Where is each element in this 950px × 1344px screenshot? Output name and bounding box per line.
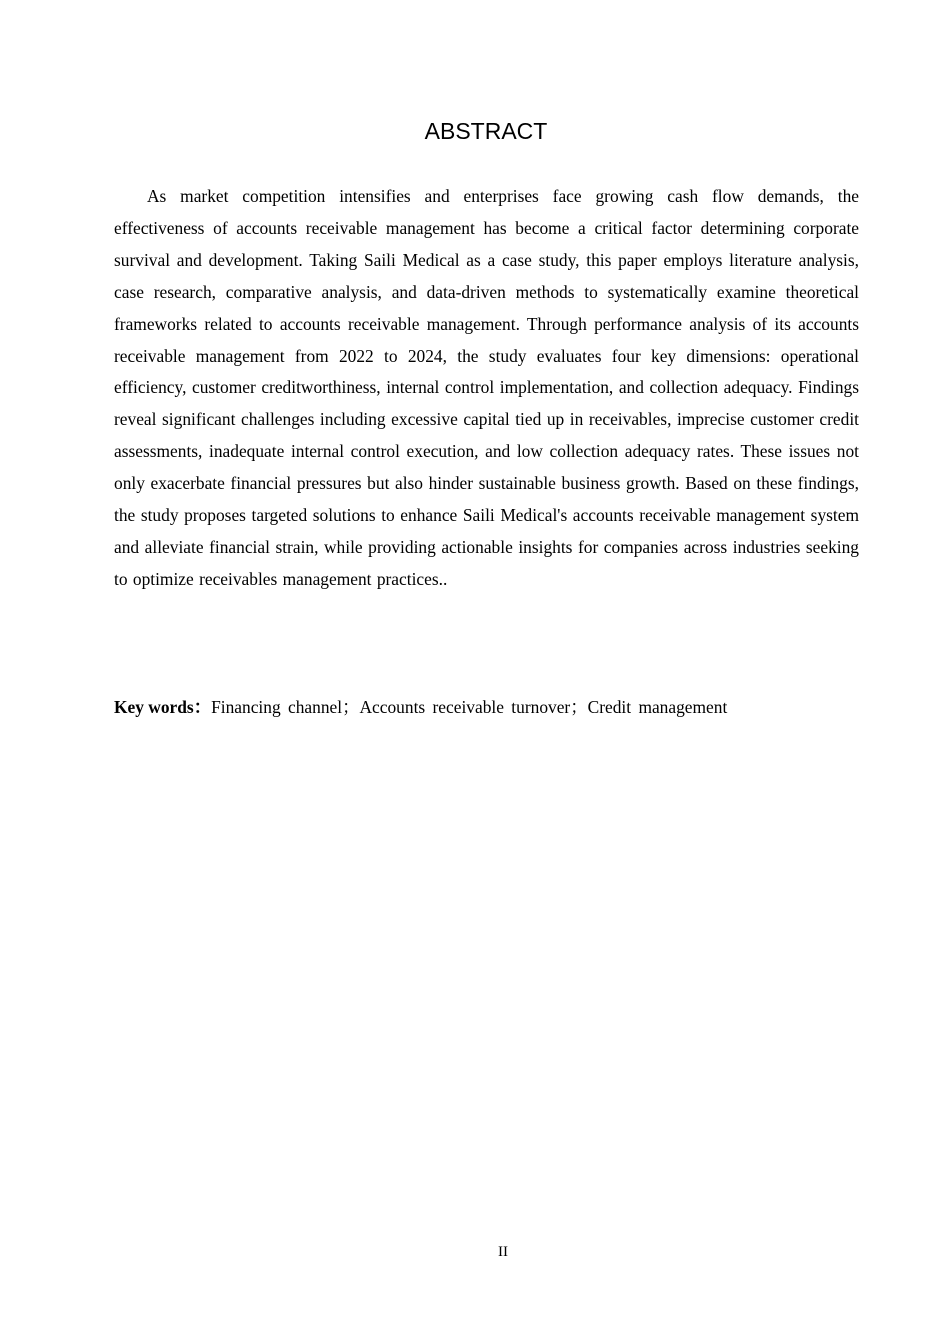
page-title: ABSTRACT: [424, 118, 548, 144]
keyword-separator: ；: [570, 697, 588, 717]
keywords-line: [114, 691, 859, 723]
keyword-item: Accounts receivable turnover: [359, 697, 571, 717]
keywords-label: Key words：: [114, 697, 212, 717]
page-number: II: [498, 1244, 508, 1260]
keyword-item: Credit management: [587, 697, 728, 717]
keyword-separator: ；: [342, 697, 360, 717]
keyword-item: Financing channel: [211, 697, 343, 717]
abstract-paragraph: As market competition intensifies and enterprises face growing cash flow demands, the effectiveness of accounts receivable management has become a critical factor determining corporate survival and development. Taking Saili Medical as a case study, this paper employs literature analysis, case research, comparative analysis, and data-driven methods to systematically examine theoretical frameworks related to accounts receivable management. Through performance analysis of its accounts receivable management from 2022 to 2024, the study evaluates four key dimensions: operational efficiency, customer creditworthiness, internal control implementation, and collection adequacy. Findings reveal significant challenges including excessive capital tied up in receivables, imprecise customer credit assessments, inadequate internal control execution, and low collection adequacy rates. These issues not only exacerbate financial pressures but also hinder sustainable business growth. Based on these findings, the study proposes targeted solutions to enhance Saili Medical's accounts receivable management system and alleviate financial strain, while providing actionable insights for companies across industries seeking to optimize receivables management practices..: [114, 186, 859, 589]
